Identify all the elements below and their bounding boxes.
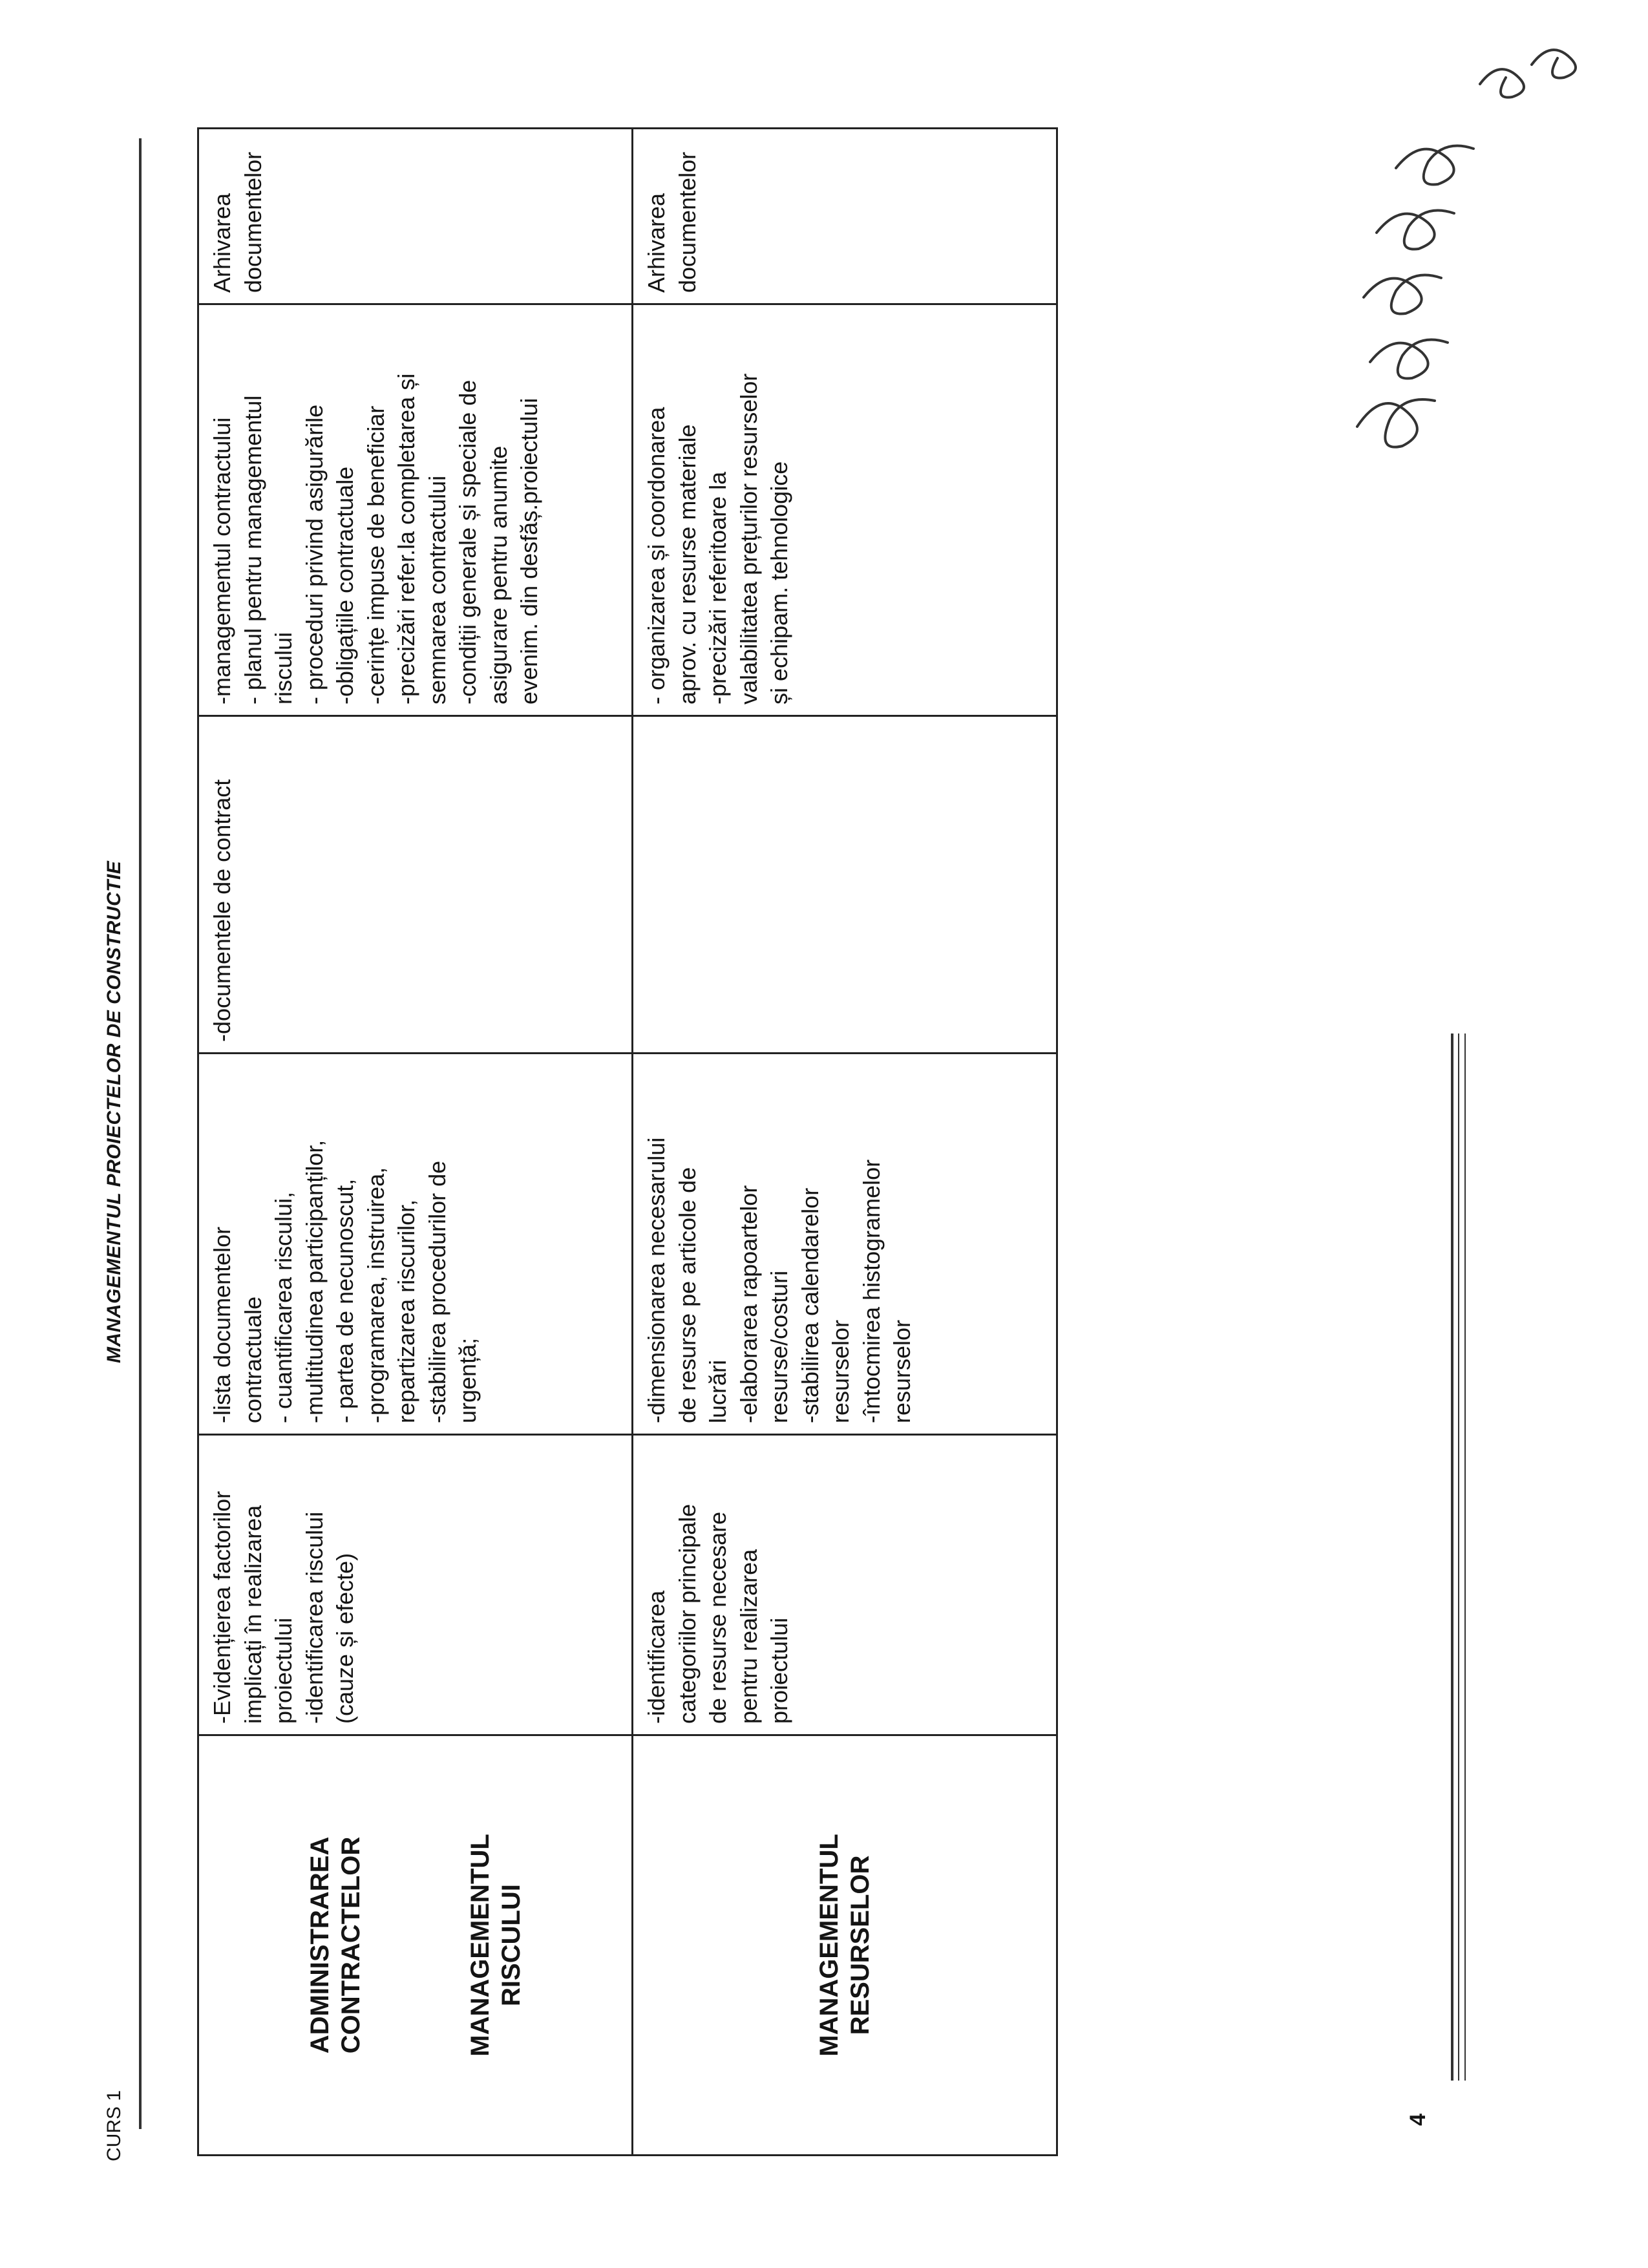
document-title: MANAGEMENTUL PROIECTELOR DE CONSTRUCTIE <box>103 860 125 1363</box>
objectives-cell: -Evidențierea factorilor implicați în realizarea proiectului -identificarea riscului (cauze și efecte) <box>198 1435 633 1735</box>
archive-cell: Arhivarea documentelor <box>198 129 633 304</box>
footer-rule <box>1458 1033 1459 2081</box>
page-number: 4 <box>1406 2114 1430 2126</box>
outputs-cell: -managementul contractului - planul pentru managementul riscului - proceduri privind asigurările -obligațiile contractuale -cerințe impuse de beneficiar -precizări refer.la completarea și semnarea contractului -condiții generale și speciale de asigurare pentru anumite evenim. din desfăș.proiectului <box>198 304 633 716</box>
handwritten-signatures <box>1318 26 1577 478</box>
inputs-cell <box>633 716 1057 1054</box>
area-label: ADMINISTRAREA CONTRACTELOR <box>305 1836 365 2054</box>
course-label: CURS 1 <box>103 2090 125 2161</box>
management-table <box>197 127 1058 2156</box>
area-cell <box>198 1735 633 2156</box>
footer-rule <box>1464 1033 1466 2081</box>
area-label: MANAGEMENTUL RISCULUI <box>465 1834 525 2057</box>
area-label: MANAGEMENTUL RESURSELOR <box>815 1834 874 2057</box>
activities-cell: -lista documentelor contractuale - cuantificarea riscului, -multitudinea participanților, - partea de necunoscut, -programarea, instruirea, repartizarea riscurilor, -stabilirea procedurilor de urgență; <box>198 1054 633 1435</box>
area-cell <box>633 1735 1057 2156</box>
table-row <box>633 129 1057 2156</box>
footer-rule <box>1451 1033 1453 2081</box>
archive-cell: Arhivarea documentelor <box>633 129 1057 304</box>
activities-cell: -dimensionarea necesarului de resurse pe articole de lucrări -elaborarea rapoartelor resurse/costuri -stabilirea calendarelor resurselor -întocmirea histogramelor resurselor <box>633 1054 1057 1435</box>
outputs-cell: - organizarea și coordonarea aprov. cu resurse materiale -precizări referitoare la valabilitatea prețurilor resurselor și echipam. tehnologice <box>633 304 1057 716</box>
table-row <box>198 129 633 2156</box>
header-rule <box>139 138 142 2129</box>
objectives-cell: -identificarea categoriilor principale de resurse necesare pentru realizarea proiectului <box>633 1435 1057 1735</box>
inputs-cell: -documentele de contract <box>198 716 633 1054</box>
